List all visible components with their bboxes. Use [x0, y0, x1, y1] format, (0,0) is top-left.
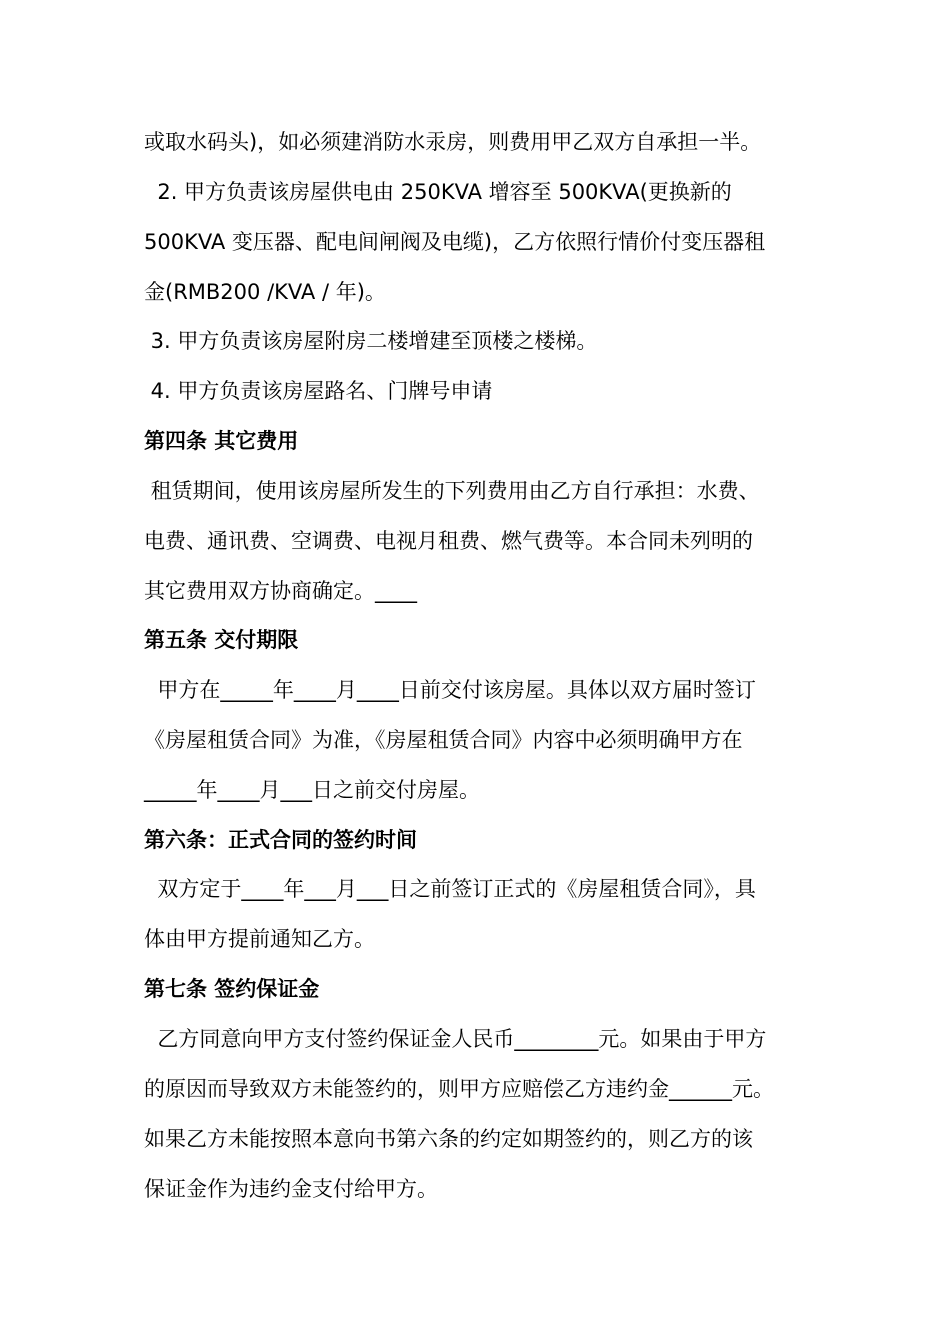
article-4-line-1: 租赁期间，使用该房屋所发生的下列费用由乙方自行承担：水费、: [144, 479, 760, 503]
clause-item-3: 3. 甲方负责该房屋附房二楼增建至顶楼之楼梯。: [144, 329, 598, 353]
article-6-line-2: 体由甲方提前通知乙方。: [144, 927, 375, 951]
clause-item-2-line-3: 金(RMB200 /KVA / 年)。: [144, 280, 386, 304]
clause-item-2-line-2: 500KVA 变压器、配电间闸阀及电缆)，乙方依照行情价付变压器租: [144, 230, 766, 254]
article-5-line-1: 甲方在_____年____月____日前交付该房屋。具体以双方届时签订: [144, 678, 756, 702]
paragraph-line: 或取水码头)，如必须建消防水汞房，则费用甲乙双方自承担一半。: [144, 130, 762, 154]
article-5-line-3: _____年____月___日之前交付房屋。: [144, 778, 480, 802]
section-heading-article-6: 第六条：正式合同的签约时间: [144, 828, 417, 852]
clause-item-4: 4. 甲方负责该房屋路名、门牌号申请: [144, 379, 493, 403]
section-heading-article-5: 第五条 交付期限: [144, 628, 299, 652]
article-4-line-3: 其它费用双方协商确定。____: [144, 579, 417, 603]
section-heading-article-7: 第七条 签约保证金: [144, 977, 320, 1001]
clause-item-2-line-1: 2. 甲方负责该房屋供电由 250KVA 增容至 500KVA(更换新的: [144, 180, 732, 204]
article-7-line-2: 的原因而导致双方未能签约的，则甲方应赔偿乙方违约金______元。: [144, 1077, 774, 1101]
article-4-line-2: 电费、通讯费、空调费、电视月租费、燃气费等。本合同未列明的: [144, 529, 753, 553]
article-7-line-3: 如果乙方未能按照本意向书第六条的约定如期签约的，则乙方的该: [144, 1127, 753, 1151]
article-5-line-2: 《房屋租赁合同》为准，《房屋租赁合同》内容中必须明确甲方在: [144, 728, 743, 752]
article-6-line-1: 双方定于____年___月___日之前签订正式的《房屋租赁合同》，具: [144, 877, 756, 901]
article-7-line-4: 保证金作为违约金支付给甲方。: [144, 1177, 438, 1201]
section-heading-article-4: 第四条 其它费用: [144, 429, 299, 453]
article-7-line-1: 乙方同意向甲方支付签约保证金人民币________元。如果由于甲方: [144, 1027, 767, 1051]
